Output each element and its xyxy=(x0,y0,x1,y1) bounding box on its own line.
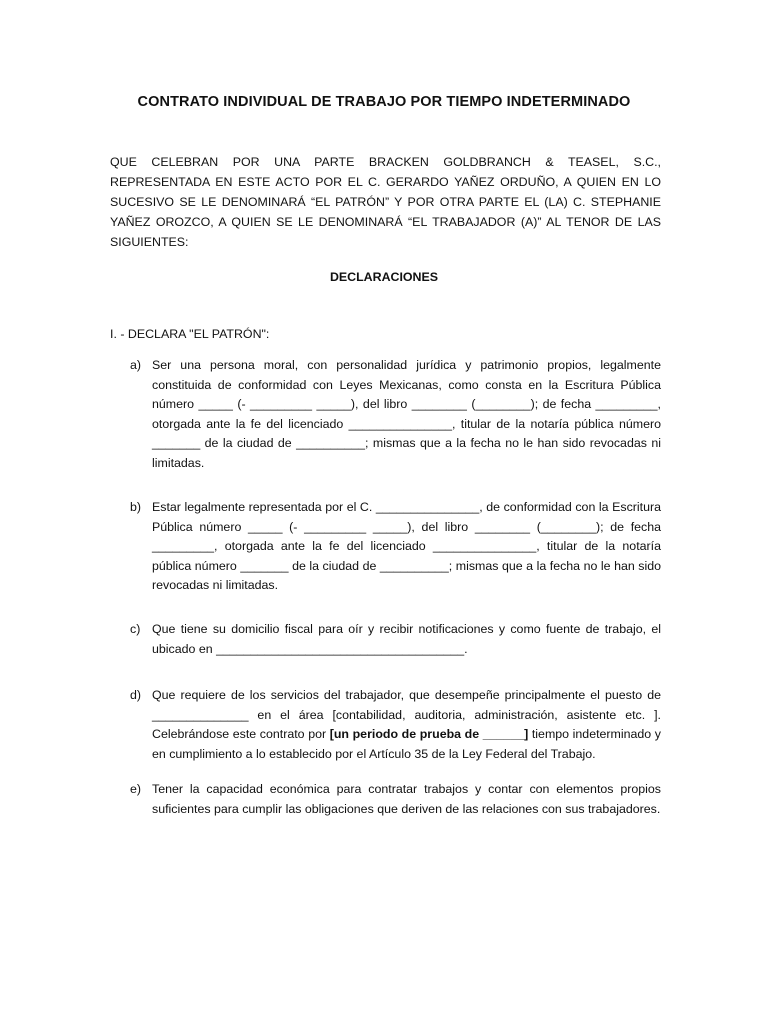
clause-text xyxy=(152,686,661,764)
declara-heading: I. - DECLARA "EL PATRÓN": xyxy=(110,327,270,341)
page-title: CONTRATO INDIVIDUAL DE TRABAJO POR TIEMPO INDETERMINADO xyxy=(137,94,631,110)
clause-text-before: Que requiere de los servicios del trabajador, que desempeñe principalmente el puesto de ______________ en el área [contabilidad, auditoria, administración, asistente etc. ]. Celebrándose este contrato por xyxy=(152,688,661,742)
clause-label: b) xyxy=(130,500,142,514)
clause-text: Tener la capacidad económica para contratar trabajos y contar con elementos propios suficientes para cumplir las obligaciones que deriven de las relaciones con sus trabajadores. xyxy=(152,782,661,816)
clause-text: Ser una persona moral, con personalidad jurídica y patrimonio propios, legalmente constituida de conformidad con Leyes Mexicanas, como consta en la Escritura Pública número _____ (- _________ _____), del libro ________ (________); de fecha _________, otorgada ante la fe del licenciado _______________, titular de la notaría pública número _______ de la ciudad de __________; mismas que a la fecha no le han sido revocadas ni limitadas. xyxy=(152,358,661,470)
clause-text: Que tiene su domicilio fiscal para oír y recibir notificaciones y como fuente de trabajo, el ubicado en ____________________________________. xyxy=(152,622,661,656)
clause-text-after: tiempo indeterminado y en cumplimiento a lo establecido por el Artículo 35 de la Ley Federal del Trabajo. xyxy=(152,727,661,761)
clause-label: c) xyxy=(130,622,141,636)
clause-label: a) xyxy=(130,358,142,372)
section-heading: DECLARACIONES xyxy=(329,270,439,284)
clause-label: e) xyxy=(130,782,142,796)
intro-paragraph: QUE CELEBRAN POR UNA PARTE BRACKEN GOLDBRANCH & TEASEL, S.C., REPRESENTADA EN ESTE ACTO POR EL C. GERARDO YAÑEZ ORDUÑO, A QUIEN EN LO SUCESIVO SE LE DENOMINARÁ “EL PATRÓN” Y POR OTRA PARTE EL (LA) C. STEPHANIE YAÑEZ OROZCO, A QUIEN SE LE DENOMINARÁ “EL TRABAJADOR (A)” AL TENOR DE LAS SIGUIENTES: xyxy=(110,155,661,249)
clause-text: Estar legalmente representada por el C. _______________, de conformidad con la Escritura Pública número _____ (- _________ _____), del libro ________ (________); de fecha _________, otorgada ante la fe del licenciado _______________, titular de la notaría pública número _______ de la ciudad de __________; mismas que a la fecha no le han sido revocadas ni limitadas. xyxy=(152,500,661,593)
clause-label: d) xyxy=(130,688,142,702)
clause-text-bold: [un periodo de prueba de ______] xyxy=(329,727,529,742)
